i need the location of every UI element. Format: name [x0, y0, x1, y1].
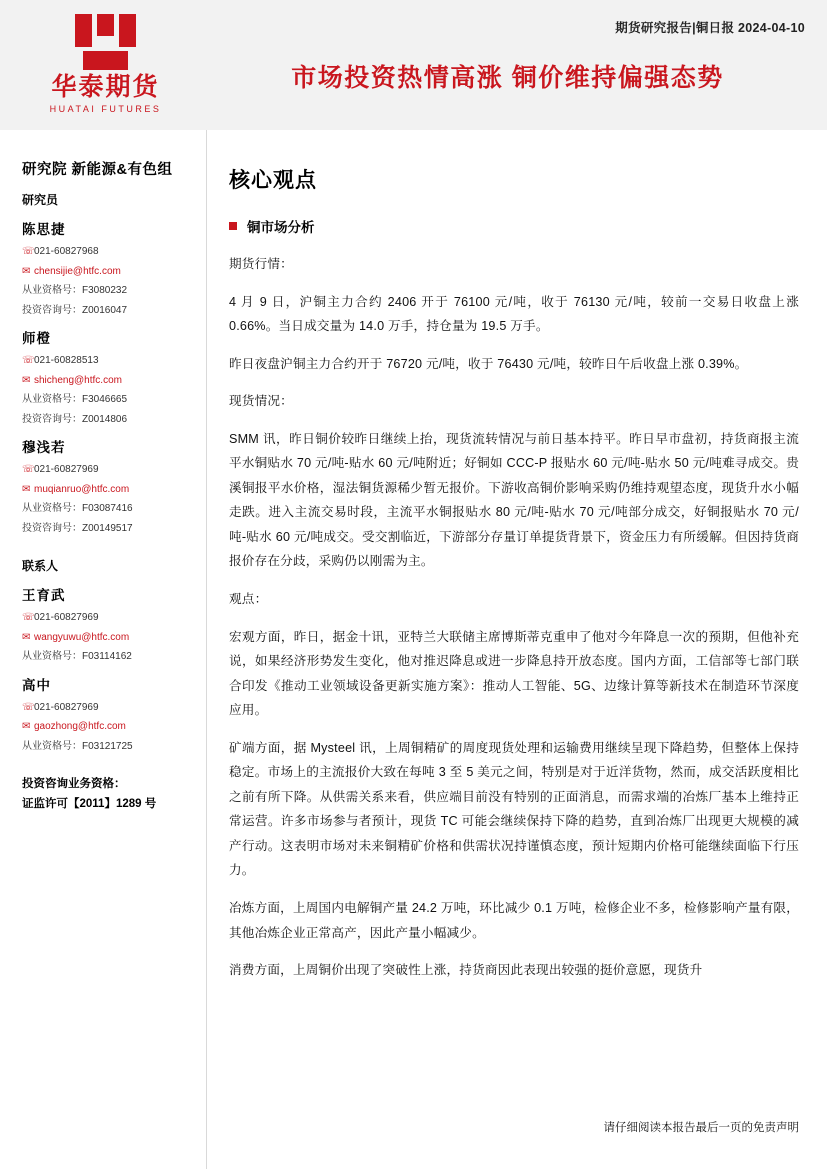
paragraph: 矿端方面，据 Mysteel 讯，上周铜精矿的周度现货处理和运输费用继续呈现下降趋势，但整体上保持稳定。市场上的主流报价大致在每吨 3 至 5 美元之间，特别是对于近洋货物，然而，成交活跃度相比之前有所下降。从供需关系来看，供应端目前没有特别的正面消息，而需求端的冶炼厂基本上维持正常运营。许多市场参与者预计，现货 TC 可能会继续保持下降的趋势，直到冶炼厂出现更大规模的减产行动。这表明市场对未来铜精矿价格和供需状况持谨慎态度，预计短期内价格可能继续面临下行压力。: [229, 740, 799, 878]
researcher-phone: ☏021-60827968: [22, 246, 99, 257]
researcher-email[interactable]: ✉ chensijie@htfc.com: [22, 265, 121, 277]
paragraph: 观点：: [229, 592, 268, 607]
researcher-name: 师橙: [22, 331, 51, 346]
square-bullet-icon: [229, 222, 237, 230]
contact-email[interactable]: ✉ wangyuwu@htfc.com: [22, 631, 130, 643]
researcher-email[interactable]: ✉ muqianruo@htfc.com: [22, 483, 130, 495]
report-meta: 期货研究报告|铜日报 2024-04-10: [615, 21, 805, 35]
paragraph: 冶炼方面，上周国内电解铜产量 24.2 万吨，环比减少 0.1 万吨，检修企业不多，检修影响产量有限，其他冶炼企业正常高产，因此产量小幅减少。: [229, 901, 799, 940]
license-line-2: 证监许可【2011】1289 号: [22, 797, 157, 810]
disclaimer-note: 请仔细阅读本报告最后一页的免责声明: [603, 1122, 799, 1134]
main-content: [207, 130, 827, 1169]
researcher-name: 穆浅若: [22, 440, 66, 455]
logo-chinese-name: 华泰期货: [51, 73, 160, 101]
license-block: [22, 775, 196, 814]
contact-label: 联系人: [22, 559, 59, 573]
contact-name: 高中: [22, 677, 51, 693]
contact-email[interactable]: ✉ gaozhong@htfc.com: [22, 721, 126, 732]
researcher-phone: ☏021-60827969: [22, 464, 99, 475]
huatai-logo-icon: [75, 14, 137, 70]
mail-icon: ✉: [22, 265, 31, 277]
mail-icon: ✉: [22, 374, 31, 386]
paragraph: 昨日夜盘沪铜主力合约开于 76720 元/吨，收于 76430 元/吨，较昨日午后收盘上涨 0.39%。: [229, 356, 748, 371]
mail-icon: ✉: [22, 483, 31, 495]
section-heading: [229, 216, 799, 236]
phone-icon: ☏: [22, 246, 35, 257]
researcher-qualification: 从业资格号：F3046665: [22, 394, 128, 405]
page-header: [0, 0, 827, 130]
phone-icon: ☏: [22, 612, 35, 623]
mail-icon: ✉: [22, 721, 31, 732]
researcher-email[interactable]: ✉ shicheng@htfc.com: [22, 374, 122, 386]
contact-qualification: 从业资格号：F03114162: [22, 651, 132, 662]
paragraph: 宏观方面，昨日，据金十讯，亚特兰大联储主席博斯蒂克重申了他对今年降息一次的预期，但他补充说，如果经济形势发生变化，他对推迟降息或进一步降息持开放态度。国内方面，工信部等七部门联合印发《推动工业领域设备更新实施方案》：推动人工智能、5G、边缘计算等新技术在制造环节深度应用。: [229, 629, 799, 718]
paragraph: 4 月 9 日，沪铜主力合约 2406 开于 76100 元/吨，收于 76130 元/吨，较前一交易日收盘上涨 0.66%。当日成交量为 14.0 万手，持仓量为 19.5 万手。: [229, 294, 799, 334]
paragraph: SMM 讯，昨日铜价较昨日继续上抬，现货流转情况与前日基本持平。昨日早市盘初，持货商报主流平水铜贴水 70 元/吨-贴水 60 元/吨附近；好铜如 CCC-P 报贴水 60 元/吨-贴水 50 元/吨难寻成交。贵溪铜报平水价格，湿法铜货源稀少暂无报价。下游收高铜价影响采购仍维持观望态度，现货升水小幅走跌。进入主流交易时段，主流平水铜报贴水 80 元/吨-贴水 70 元/吨部分成交，好铜报贴水 70 元/吨-贴水 60 元/吨成交。受交割临近，下游部分存量订单提货背景下，资金压力有所缓解。但因持货商报价存在分歧，采购仍以刚需为主。: [229, 431, 799, 569]
researcher-name: 陈思捷: [22, 222, 66, 237]
contact-phone: ☏021-60827969: [22, 612, 99, 623]
researcher-label: 研究员: [22, 193, 59, 207]
researcher-qualification: 从业资格号：F3080232: [22, 285, 128, 296]
contact-phone: ☏021-60827969: [22, 701, 99, 713]
department-title: 研究院 新能源&有色组: [22, 162, 173, 178]
phone-icon: ☏: [22, 464, 35, 475]
mail-icon: ✉: [22, 631, 31, 643]
researcher-qualification: 从业资格号：F03087416: [22, 503, 133, 514]
researcher-phone: ☏021-60828513: [22, 355, 99, 366]
phone-icon: ☏: [22, 701, 35, 713]
report-title: 市场投资热情高涨 铜价维持偏强态势: [291, 64, 724, 92]
paragraph: 现货情况：: [229, 394, 293, 409]
logo-english-name: HUATAI FUTURES: [49, 103, 162, 114]
paragraph: 期货行情：: [229, 257, 293, 271]
contact-qualification: 从业资格号：F03121725: [22, 740, 133, 752]
researcher-advisory: 投资咨询号：Z0016047: [22, 304, 128, 316]
company-logo: [18, 14, 193, 119]
phone-icon: ☏: [22, 355, 35, 366]
contact-name: 王育武: [22, 588, 66, 603]
researcher-advisory: 投资咨询号：Z0014806: [22, 413, 128, 425]
license-line-1: 投资咨询业务资格：: [22, 778, 126, 790]
section-heading-label: 铜市场分析: [247, 220, 315, 235]
sidebar: [0, 130, 207, 1169]
researcher-advisory: 投资咨询号：Z00149517: [22, 522, 133, 534]
paragraph: 消费方面，上周铜价出现了突破性上涨，持货商因此表现出较强的挺价意愿，现货升: [229, 963, 703, 978]
core-view-heading: 核心观点: [229, 169, 317, 192]
